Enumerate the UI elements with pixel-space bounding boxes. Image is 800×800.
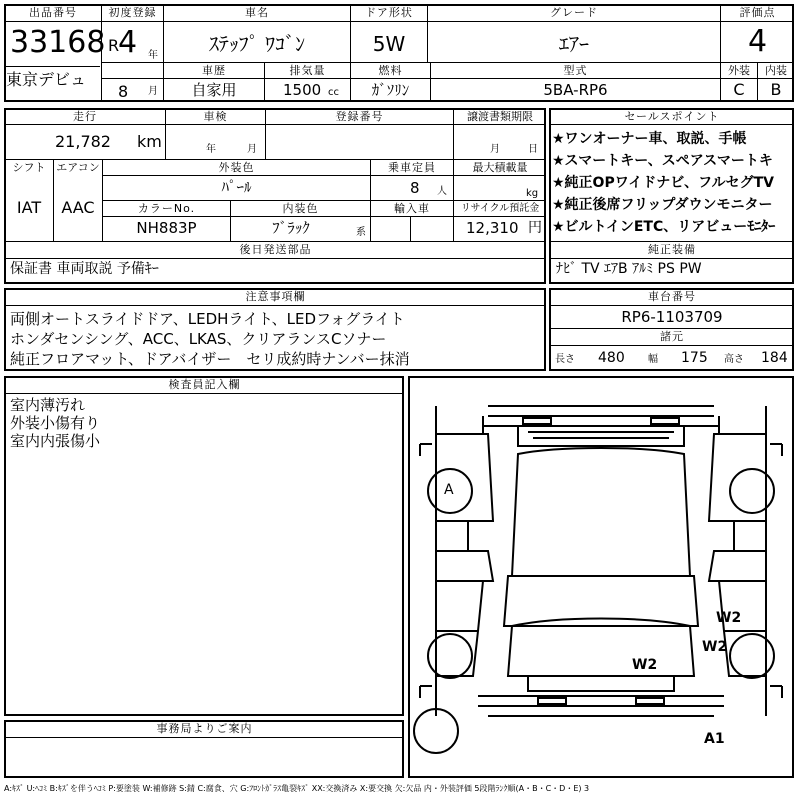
exterior-grade: C (733, 80, 745, 99)
car-name: ｽﾃｯﾌﾟ ﾜｺﾞﾝ (208, 32, 306, 56)
fuel-label: 燃料 (378, 64, 403, 77)
model-code-label: 型式 (563, 64, 588, 77)
inspector-notes-label: 検査員記入欄 (168, 378, 241, 391)
notes-label: 注意事項欄 (245, 290, 306, 303)
displacement: 1500 (283, 81, 322, 99)
length: 480 (598, 350, 625, 366)
damage-mark-w2-a: W2 (716, 610, 742, 626)
score: 4 (747, 24, 768, 59)
inspection-month-unit: 月 (247, 144, 257, 155)
month-unit: 月 (148, 86, 158, 97)
hood-panel (512, 448, 690, 576)
exterior-grade-label: 外装 (728, 64, 750, 77)
damage-mark-w2-c: W2 (632, 657, 658, 673)
aircon: AAC (61, 198, 95, 217)
car-history: 自家用 (191, 81, 237, 99)
interior-color: ﾌﾞﾗｯｸ (272, 219, 310, 237)
registration-number-label: 登録番号 (335, 110, 384, 123)
car-name-label: 車名 (245, 6, 269, 19)
transfer-day-unit: 日 (528, 144, 538, 155)
chassis-number-label: 車台番号 (648, 290, 696, 303)
year-unit: 年 (148, 50, 158, 61)
car-body-diagram (408, 376, 794, 778)
color-number-label: カラーNo. (137, 202, 196, 215)
later-parts-label: 後日発送部品 (239, 243, 312, 256)
width-label: 幅 (648, 354, 658, 365)
damage-mark-a: A (444, 482, 454, 498)
sales-point-item: ★純正後席フリップダウンモニター (552, 197, 773, 213)
exterior-color-label: 外装色 (218, 161, 255, 174)
inspector-note-item: 室内薄汚れ (10, 396, 86, 414)
exterior-color: ﾊﾟｰﾙ (221, 178, 252, 196)
mileage: 21,782 (55, 132, 111, 151)
first-registration-label: 初度登録 (108, 6, 157, 19)
max-load-unit: kg (526, 188, 539, 199)
inspector-notes-list (10, 396, 400, 450)
dealer-name: 東京デビュ (6, 70, 87, 89)
lot-number: 33168 (10, 25, 106, 60)
car-outline (436, 406, 766, 716)
notes-list (10, 309, 544, 369)
interior-color-label: 内装色 (282, 202, 319, 215)
door-type: 5W (372, 32, 406, 56)
interior-grade-label: 内装 (765, 64, 787, 77)
height-label: 高さ (724, 354, 744, 365)
sales-point-item: ★スマートキー、スペアスマートキ (552, 153, 773, 169)
inspection-label: 車検 (203, 110, 228, 123)
sales-point-item: ★ビルトインETC、リアビューﾓﾆﾀｰ (552, 219, 776, 235)
rear-lights-left (538, 698, 566, 704)
aircon-label: エアコン (56, 161, 100, 174)
shift-label: シフト (12, 161, 46, 174)
later-parts: 保証書 車両取説 予備ｷｰ (10, 261, 159, 277)
displacement-label: 排気量 (289, 64, 326, 77)
legend-text: A:ｷｽﾞ U:ﾍｺﾐ B:ｷｽﾞを伴うﾍｺﾐ P:要塗装 W:補修跡 S:錆 C:腐食、穴 G:ﾌﾛﾝﾄｶﾞﾗｽ亀裂ｷｽﾞ XX:交換済み X:要交換 欠:欠品 内・外装評価 5段階ﾗﾝｸ順(A・B・C・D・E) 3 (4, 784, 590, 793)
color-number: NH883P (136, 219, 197, 237)
recycle-deposit-unit: 円 (528, 220, 542, 236)
capacity-unit: 人 (437, 186, 447, 197)
door-type-label: ドア形状 (365, 6, 413, 19)
specs-label: 諸元 (660, 330, 684, 343)
height: 184 (761, 350, 788, 366)
rear-glass (508, 619, 694, 677)
equipment-label: 純正装備 (648, 243, 696, 256)
wheel-rear-right (730, 634, 774, 678)
recycle-deposit: 12,310 (466, 219, 519, 237)
inspector-note-item: 外装小傷有り (10, 414, 101, 432)
width: 175 (681, 350, 708, 366)
transfer-deadline-label: 譲渡書類期限 (467, 110, 533, 123)
front-lights-left (523, 418, 551, 424)
fuel: ｶﾞｿﾘﾝ (371, 81, 410, 99)
score-label: 評価点 (739, 6, 776, 19)
chassis-number: RP6-1103709 (621, 308, 723, 326)
notes-item: 両側オートスライドドア、LEDHライト、LEDフォグライト (10, 310, 405, 328)
recycle-deposit-label: リサイクル預託金 (460, 203, 540, 214)
shift: IAT (16, 198, 42, 217)
windshield-frame (518, 426, 684, 446)
front-lights-right (651, 418, 679, 424)
equipment: ﾅﾋﾞ TV ｴｱB ｱﾙﾐ PS PW (556, 261, 702, 277)
length-label: 長さ (555, 354, 575, 365)
sales-points-label: セールスポイント (624, 110, 720, 123)
reg-year: 4 (118, 25, 138, 60)
capacity-label: 乗車定員 (388, 161, 436, 174)
notes-item: 純正フロアマット、ドアバイザー セリ成約時ナンバー抹消 (10, 350, 410, 368)
grade-label: グレード (550, 6, 598, 19)
damage-mark-w2-b: W2 (702, 639, 728, 655)
sales-point-item: ★純正OPワイドナビ、フルセグTV (552, 175, 774, 191)
sales-points-list (552, 128, 794, 238)
notes-item: ホンダセンシング、ACC、LKAS、クリアランスCソナー (10, 330, 387, 348)
interior-grade: B (770, 80, 782, 99)
model-code: 5BA-RP6 (543, 81, 608, 99)
capacity: 8 (410, 179, 420, 197)
reg-month: 8 (118, 82, 129, 101)
rear-hatch (528, 676, 674, 691)
interior-color-unit: 系 (356, 227, 366, 238)
lot-number-label: 出品番号 (29, 6, 77, 19)
mileage-unit: km (137, 132, 162, 151)
wheel-front-right (730, 469, 774, 513)
office-notice-label: 事務局よりご案内 (156, 722, 253, 735)
wheel-rear-left (428, 634, 472, 678)
rear-bumper (478, 696, 724, 716)
inspector-note-item: 室内内張傷小 (10, 432, 101, 450)
grade: ｴｱｰ (559, 32, 589, 56)
inspection-year-unit: 年 (206, 144, 216, 155)
rear-lights-right (636, 698, 664, 704)
import-car-label: 輸入車 (394, 202, 430, 215)
damage-mark-a1: A1 (704, 731, 725, 747)
displacement-unit: cc (328, 87, 339, 98)
sales-point-item: ★ワンオーナー車、取説、手帳 (552, 131, 747, 147)
max-load-label: 最大積載量 (472, 161, 528, 174)
mileage-label: 走行 (73, 110, 97, 123)
era-mark: R (108, 36, 120, 55)
car-history-label: 車歴 (202, 64, 226, 77)
transfer-month-unit: 月 (490, 144, 500, 155)
